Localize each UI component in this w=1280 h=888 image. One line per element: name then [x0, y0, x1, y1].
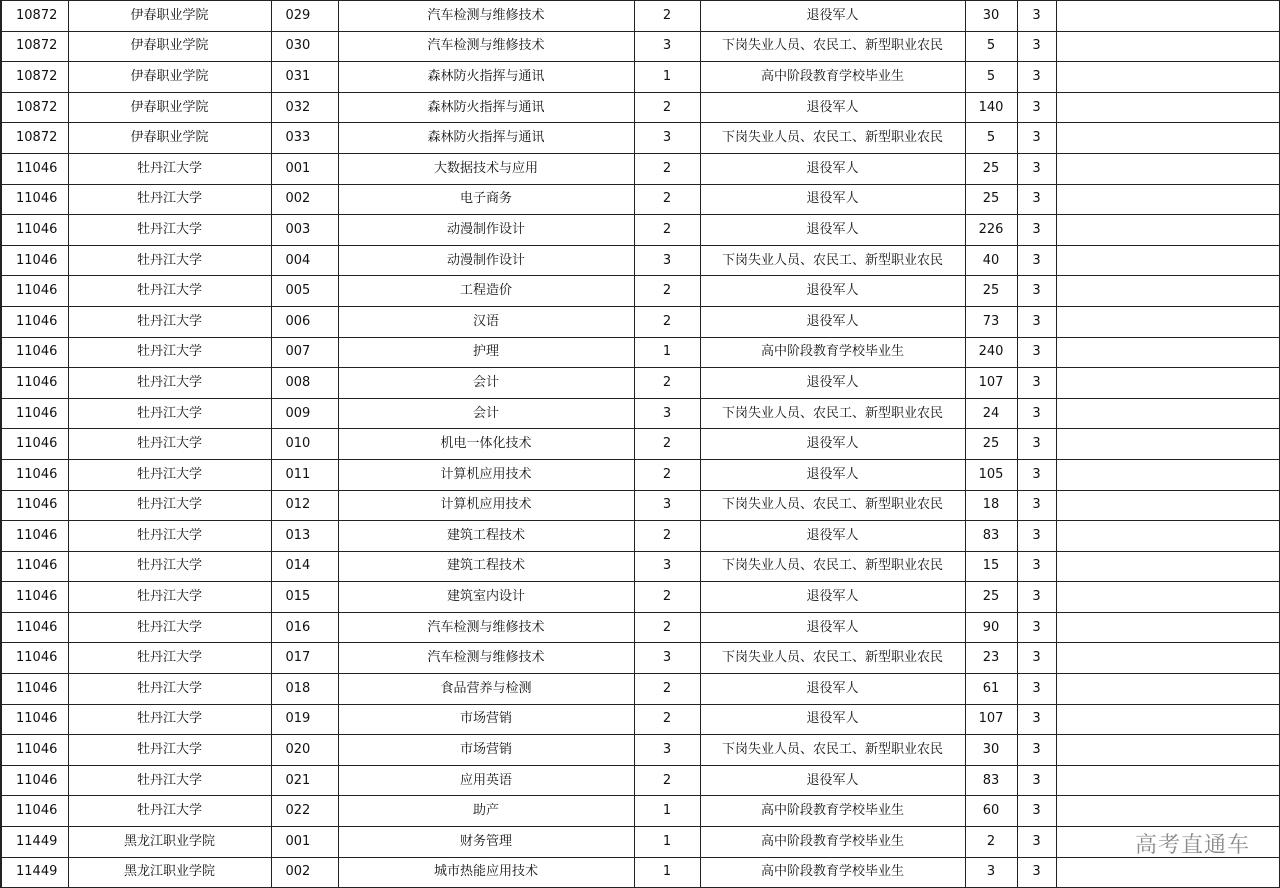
- major-name-cell: 森林防火指挥与通讯: [338, 62, 634, 93]
- major-code-cell: 004: [271, 245, 338, 276]
- table-row: [1, 276, 1279, 307]
- category-cell: 2: [634, 368, 700, 399]
- remarks-cell: [1056, 612, 1279, 643]
- target-group-cell: 退役军人: [700, 612, 965, 643]
- table-row: [1, 184, 1279, 215]
- watermark-text: 高考直通车: [1134, 833, 1250, 858]
- table-row: [1, 245, 1279, 276]
- major-code-cell: 030: [271, 31, 338, 62]
- target-group-cell: 退役军人: [700, 306, 965, 337]
- category-cell: 1: [634, 827, 700, 858]
- study-years-cell: 3: [1017, 490, 1056, 521]
- target-group-cell: 退役军人: [700, 459, 965, 490]
- table-row: [1, 337, 1279, 368]
- institution-code-cell: 11046: [1, 551, 68, 582]
- category-cell: 2: [634, 674, 700, 705]
- study-years-cell: 3: [1017, 306, 1056, 337]
- institution-code-cell: 11046: [1, 459, 68, 490]
- major-name-cell: 建筑工程技术: [338, 551, 634, 582]
- remarks-cell: [1056, 704, 1279, 735]
- study-years-cell: 3: [1017, 123, 1056, 154]
- institution-code-cell: 11046: [1, 276, 68, 307]
- category-cell: 2: [634, 582, 700, 613]
- table-row: [1, 704, 1279, 735]
- table-row: [1, 490, 1279, 521]
- table-row: [1, 459, 1279, 490]
- major-name-cell: 市场营销: [338, 735, 634, 766]
- remarks-cell: [1056, 796, 1279, 827]
- target-group-cell: 退役军人: [700, 184, 965, 215]
- major-code-cell: 007: [271, 337, 338, 368]
- table-row: [1, 582, 1279, 613]
- target-group-cell: 退役军人: [700, 429, 965, 460]
- remarks-cell: [1056, 551, 1279, 582]
- target-group-cell: 退役军人: [700, 1, 965, 32]
- remarks-cell: [1056, 582, 1279, 613]
- plan-count-cell: 40: [965, 245, 1017, 276]
- table-row: [1, 551, 1279, 582]
- major-code-cell: 006: [271, 306, 338, 337]
- category-cell: 3: [634, 643, 700, 674]
- major-code-cell: 008: [271, 368, 338, 399]
- table-row: [1, 123, 1279, 154]
- study-years-cell: 3: [1017, 184, 1056, 215]
- major-code-cell: 001: [271, 153, 338, 184]
- category-cell: 2: [634, 153, 700, 184]
- institution-code-cell: 11046: [1, 245, 68, 276]
- study-years-cell: 3: [1017, 643, 1056, 674]
- study-years-cell: 3: [1017, 827, 1056, 858]
- target-group-cell: 下岗失业人员、农民工、新型职业农民: [700, 245, 965, 276]
- study-years-cell: 3: [1017, 153, 1056, 184]
- major-name-cell: 动漫制作设计: [338, 215, 634, 246]
- study-years-cell: 3: [1017, 245, 1056, 276]
- school-name-cell: 牡丹江大学: [68, 490, 271, 521]
- school-name-cell: 牡丹江大学: [68, 674, 271, 705]
- institution-code-cell: 11449: [1, 827, 68, 858]
- target-group-cell: 下岗失业人员、农民工、新型职业农民: [700, 398, 965, 429]
- major-name-cell: 建筑工程技术: [338, 521, 634, 552]
- table-row: [1, 306, 1279, 337]
- plan-count-cell: 140: [965, 92, 1017, 123]
- institution-code-cell: 11046: [1, 429, 68, 460]
- category-cell: 2: [634, 429, 700, 460]
- school-name-cell: 牡丹江大学: [68, 184, 271, 215]
- study-years-cell: 3: [1017, 368, 1056, 399]
- major-name-cell: 森林防火指挥与通讯: [338, 92, 634, 123]
- school-name-cell: 牡丹江大学: [68, 368, 271, 399]
- school-name-cell: 牡丹江大学: [68, 612, 271, 643]
- major-code-cell: 001: [271, 827, 338, 858]
- school-name-cell: 牡丹江大学: [68, 704, 271, 735]
- plan-count-cell: 23: [965, 643, 1017, 674]
- target-group-cell: 高中阶段教育学校毕业生: [700, 796, 965, 827]
- target-group-cell: 退役军人: [700, 582, 965, 613]
- target-group-cell: 下岗失业人员、农民工、新型职业农民: [700, 31, 965, 62]
- category-cell: 1: [634, 337, 700, 368]
- table-row: [1, 215, 1279, 246]
- remarks-cell: [1056, 368, 1279, 399]
- plan-count-cell: 60: [965, 796, 1017, 827]
- major-name-cell: 汽车检测与维修技术: [338, 31, 634, 62]
- target-group-cell: 退役军人: [700, 92, 965, 123]
- school-name-cell: 伊春职业学院: [68, 92, 271, 123]
- remarks-cell: [1056, 306, 1279, 337]
- plan-count-cell: 61: [965, 674, 1017, 705]
- category-cell: 2: [634, 612, 700, 643]
- school-name-cell: 牡丹江大学: [68, 765, 271, 796]
- remarks-cell: [1056, 459, 1279, 490]
- major-name-cell: 汉语: [338, 306, 634, 337]
- study-years-cell: 3: [1017, 215, 1056, 246]
- major-code-cell: 018: [271, 674, 338, 705]
- school-name-cell: 牡丹江大学: [68, 459, 271, 490]
- remarks-cell: [1056, 62, 1279, 93]
- institution-code-cell: 11046: [1, 184, 68, 215]
- major-name-cell: 计算机应用技术: [338, 490, 634, 521]
- institution-code-cell: 10872: [1, 62, 68, 93]
- remarks-cell: [1056, 92, 1279, 123]
- school-name-cell: 牡丹江大学: [68, 215, 271, 246]
- major-code-cell: 002: [271, 857, 338, 888]
- school-name-cell: 伊春职业学院: [68, 31, 271, 62]
- major-name-cell: 汽车检测与维修技术: [338, 612, 634, 643]
- plan-count-cell: 25: [965, 276, 1017, 307]
- plan-count-cell: 24: [965, 398, 1017, 429]
- plan-count-cell: 25: [965, 429, 1017, 460]
- institution-code-cell: 11046: [1, 215, 68, 246]
- school-name-cell: 牡丹江大学: [68, 245, 271, 276]
- remarks-cell: [1056, 1, 1279, 32]
- institution-code-cell: 11449: [1, 857, 68, 888]
- institution-code-cell: 11046: [1, 398, 68, 429]
- remarks-cell: [1056, 153, 1279, 184]
- plan-count-cell: 83: [965, 765, 1017, 796]
- table-row: [1, 643, 1279, 674]
- major-code-cell: 015: [271, 582, 338, 613]
- remarks-cell: [1056, 735, 1279, 766]
- plan-count-cell: 18: [965, 490, 1017, 521]
- major-name-cell: 助产: [338, 796, 634, 827]
- target-group-cell: 退役军人: [700, 521, 965, 552]
- study-years-cell: 3: [1017, 674, 1056, 705]
- school-name-cell: 牡丹江大学: [68, 735, 271, 766]
- institution-code-cell: 10872: [1, 92, 68, 123]
- table-row: [1, 153, 1279, 184]
- major-code-cell: 031: [271, 62, 338, 93]
- major-name-cell: 建筑室内设计: [338, 582, 634, 613]
- remarks-cell: [1056, 490, 1279, 521]
- school-name-cell: 牡丹江大学: [68, 796, 271, 827]
- remarks-cell: [1056, 521, 1279, 552]
- study-years-cell: 3: [1017, 551, 1056, 582]
- remarks-cell: [1056, 31, 1279, 62]
- major-code-cell: 010: [271, 429, 338, 460]
- target-group-cell: 退役军人: [700, 704, 965, 735]
- table-row: [1, 796, 1279, 827]
- school-name-cell: 伊春职业学院: [68, 1, 271, 32]
- target-group-cell: 下岗失业人员、农民工、新型职业农民: [700, 643, 965, 674]
- target-group-cell: 高中阶段教育学校毕业生: [700, 857, 965, 888]
- category-cell: 2: [634, 306, 700, 337]
- plan-count-cell: 5: [965, 31, 1017, 62]
- table-row: [1, 765, 1279, 796]
- major-code-cell: 016: [271, 612, 338, 643]
- school-name-cell: 牡丹江大学: [68, 551, 271, 582]
- major-name-cell: 机电一体化技术: [338, 429, 634, 460]
- major-code-cell: 011: [271, 459, 338, 490]
- target-group-cell: 退役军人: [700, 368, 965, 399]
- major-name-cell: 大数据技术与应用: [338, 153, 634, 184]
- study-years-cell: 3: [1017, 337, 1056, 368]
- study-years-cell: 3: [1017, 92, 1056, 123]
- remarks-cell: [1056, 429, 1279, 460]
- plan-count-cell: 30: [965, 735, 1017, 766]
- target-group-cell: 退役军人: [700, 765, 965, 796]
- remarks-cell: [1056, 184, 1279, 215]
- school-name-cell: 黑龙江职业学院: [68, 827, 271, 858]
- major-name-cell: 电子商务: [338, 184, 634, 215]
- category-cell: 2: [634, 276, 700, 307]
- target-group-cell: 退役军人: [700, 153, 965, 184]
- school-name-cell: 牡丹江大学: [68, 153, 271, 184]
- remarks-cell: [1056, 765, 1279, 796]
- institution-code-cell: 10872: [1, 31, 68, 62]
- target-group-cell: 下岗失业人员、农民工、新型职业农民: [700, 123, 965, 154]
- study-years-cell: 3: [1017, 31, 1056, 62]
- study-years-cell: 3: [1017, 398, 1056, 429]
- plan-count-cell: 73: [965, 306, 1017, 337]
- major-code-cell: 033: [271, 123, 338, 154]
- major-name-cell: 会计: [338, 398, 634, 429]
- plan-count-cell: 25: [965, 184, 1017, 215]
- table-row: [1, 827, 1279, 858]
- plan-count-cell: 25: [965, 582, 1017, 613]
- category-cell: 3: [634, 490, 700, 521]
- major-code-cell: 020: [271, 735, 338, 766]
- study-years-cell: 3: [1017, 704, 1056, 735]
- school-name-cell: 牡丹江大学: [68, 306, 271, 337]
- plan-count-cell: 5: [965, 123, 1017, 154]
- remarks-cell: [1056, 123, 1279, 154]
- school-name-cell: 伊春职业学院: [68, 123, 271, 154]
- plan-count-cell: 107: [965, 368, 1017, 399]
- remarks-cell: [1056, 398, 1279, 429]
- institution-code-cell: 11046: [1, 490, 68, 521]
- table-row: [1, 521, 1279, 552]
- major-code-cell: 005: [271, 276, 338, 307]
- institution-code-cell: 11046: [1, 735, 68, 766]
- study-years-cell: 3: [1017, 735, 1056, 766]
- category-cell: 2: [634, 1, 700, 32]
- major-code-cell: 012: [271, 490, 338, 521]
- plan-count-cell: 2: [965, 827, 1017, 858]
- institution-code-cell: 11046: [1, 612, 68, 643]
- major-code-cell: 017: [271, 643, 338, 674]
- school-name-cell: 牡丹江大学: [68, 429, 271, 460]
- category-cell: 2: [634, 765, 700, 796]
- major-name-cell: 城市热能应用技术: [338, 857, 634, 888]
- category-cell: 2: [634, 704, 700, 735]
- institution-code-cell: 11046: [1, 582, 68, 613]
- institution-code-cell: 11046: [1, 153, 68, 184]
- study-years-cell: 3: [1017, 521, 1056, 552]
- target-group-cell: 退役军人: [700, 215, 965, 246]
- school-name-cell: 牡丹江大学: [68, 582, 271, 613]
- table-body: [1, 1, 1279, 888]
- institution-code-cell: 11046: [1, 674, 68, 705]
- category-cell: 1: [634, 62, 700, 93]
- school-name-cell: 牡丹江大学: [68, 337, 271, 368]
- target-group-cell: 退役军人: [700, 674, 965, 705]
- study-years-cell: 3: [1017, 276, 1056, 307]
- category-cell: 3: [634, 245, 700, 276]
- major-name-cell: 会计: [338, 368, 634, 399]
- plan-count-cell: 15: [965, 551, 1017, 582]
- major-name-cell: 森林防火指挥与通讯: [338, 123, 634, 154]
- plan-count-cell: 240: [965, 337, 1017, 368]
- institution-code-cell: 11046: [1, 704, 68, 735]
- category-cell: 2: [634, 521, 700, 552]
- major-name-cell: 汽车检测与维修技术: [338, 643, 634, 674]
- major-code-cell: 002: [271, 184, 338, 215]
- category-cell: 3: [634, 31, 700, 62]
- remarks-cell: [1056, 276, 1279, 307]
- table-row: [1, 31, 1279, 62]
- institution-code-cell: 11046: [1, 521, 68, 552]
- major-code-cell: 029: [271, 1, 338, 32]
- target-group-cell: 下岗失业人员、农民工、新型职业农民: [700, 490, 965, 521]
- study-years-cell: 3: [1017, 459, 1056, 490]
- school-name-cell: 牡丹江大学: [68, 643, 271, 674]
- plan-count-cell: 3: [965, 857, 1017, 888]
- plan-count-cell: 5: [965, 62, 1017, 93]
- major-name-cell: 应用英语: [338, 765, 634, 796]
- major-name-cell: 食品营养与检测: [338, 674, 634, 705]
- major-code-cell: 021: [271, 765, 338, 796]
- institution-code-cell: 11046: [1, 337, 68, 368]
- table-row: [1, 612, 1279, 643]
- target-group-cell: 下岗失业人员、农民工、新型职业农民: [700, 735, 965, 766]
- category-cell: 2: [634, 459, 700, 490]
- plan-count-cell: 105: [965, 459, 1017, 490]
- category-cell: 3: [634, 398, 700, 429]
- institution-code-cell: 11046: [1, 306, 68, 337]
- category-cell: 2: [634, 215, 700, 246]
- major-code-cell: 022: [271, 796, 338, 827]
- major-name-cell: 护理: [338, 337, 634, 368]
- target-group-cell: 退役军人: [700, 276, 965, 307]
- category-cell: 2: [634, 92, 700, 123]
- table-row: [1, 368, 1279, 399]
- remarks-cell: [1056, 245, 1279, 276]
- school-name-cell: 牡丹江大学: [68, 276, 271, 307]
- table-row: [1, 429, 1279, 460]
- major-name-cell: 工程造价: [338, 276, 634, 307]
- institution-code-cell: 10872: [1, 1, 68, 32]
- study-years-cell: 3: [1017, 765, 1056, 796]
- study-years-cell: 3: [1017, 857, 1056, 888]
- remarks-cell: [1056, 643, 1279, 674]
- plan-count-cell: 25: [965, 153, 1017, 184]
- remarks-cell: [1056, 857, 1279, 888]
- table-row: [1, 398, 1279, 429]
- major-code-cell: 009: [271, 398, 338, 429]
- category-cell: 1: [634, 857, 700, 888]
- plan-count-cell: 83: [965, 521, 1017, 552]
- institution-code-cell: 11046: [1, 796, 68, 827]
- institution-code-cell: 11046: [1, 765, 68, 796]
- target-group-cell: 高中阶段教育学校毕业生: [700, 827, 965, 858]
- major-name-cell: 计算机应用技术: [338, 459, 634, 490]
- category-cell: 3: [634, 551, 700, 582]
- major-name-cell: 动漫制作设计: [338, 245, 634, 276]
- school-name-cell: 牡丹江大学: [68, 398, 271, 429]
- table-row: [1, 857, 1279, 888]
- plan-count-cell: 107: [965, 704, 1017, 735]
- table-row: [1, 92, 1279, 123]
- table-row: [1, 1, 1279, 32]
- institution-code-cell: 11046: [1, 643, 68, 674]
- category-cell: 1: [634, 796, 700, 827]
- major-name-cell: 汽车检测与维修技术: [338, 1, 634, 32]
- plan-count-cell: 30: [965, 1, 1017, 32]
- target-group-cell: 下岗失业人员、农民工、新型职业农民: [700, 551, 965, 582]
- target-group-cell: 高中阶段教育学校毕业生: [700, 337, 965, 368]
- school-name-cell: 黑龙江职业学院: [68, 857, 271, 888]
- institution-code-cell: 10872: [1, 123, 68, 154]
- major-code-cell: 019: [271, 704, 338, 735]
- major-code-cell: 032: [271, 92, 338, 123]
- study-years-cell: 3: [1017, 62, 1056, 93]
- plan-count-cell: 226: [965, 215, 1017, 246]
- major-code-cell: 003: [271, 215, 338, 246]
- remarks-cell: [1056, 215, 1279, 246]
- institution-code-cell: 11046: [1, 368, 68, 399]
- table-row: [1, 674, 1279, 705]
- major-code-cell: 013: [271, 521, 338, 552]
- category-cell: 2: [634, 184, 700, 215]
- school-name-cell: 伊春职业学院: [68, 62, 271, 93]
- study-years-cell: 3: [1017, 582, 1056, 613]
- category-cell: 3: [634, 735, 700, 766]
- remarks-cell: [1056, 674, 1279, 705]
- study-years-cell: 3: [1017, 796, 1056, 827]
- category-cell: 3: [634, 123, 700, 154]
- major-name-cell: 财务管理: [338, 827, 634, 858]
- study-years-cell: 3: [1017, 1, 1056, 32]
- table-row: [1, 735, 1279, 766]
- school-name-cell: 牡丹江大学: [68, 521, 271, 552]
- target-group-cell: 高中阶段教育学校毕业生: [700, 62, 965, 93]
- study-years-cell: 3: [1017, 612, 1056, 643]
- remarks-cell: [1056, 337, 1279, 368]
- plan-count-cell: 90: [965, 612, 1017, 643]
- major-code-cell: 014: [271, 551, 338, 582]
- table-row: [1, 62, 1279, 93]
- major-name-cell: 市场营销: [338, 704, 634, 735]
- study-years-cell: 3: [1017, 429, 1056, 460]
